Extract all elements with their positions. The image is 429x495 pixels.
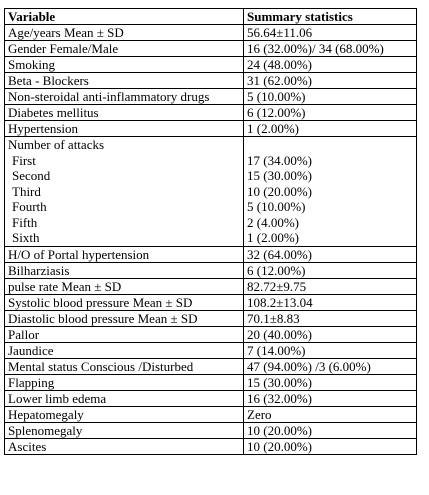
- value-cell: 7 (14.00%): [244, 342, 417, 358]
- header-summary-statistics: Summary statistics: [244, 9, 417, 25]
- value-cell: 32 (64.00%): [244, 246, 417, 262]
- attack-value: 1 (2.00%): [247, 230, 299, 245]
- value-cell: 70.1±8.83: [244, 310, 417, 326]
- value-cell: 56.64±11.06: [244, 25, 417, 41]
- variable-cell: Beta - Blockers: [5, 73, 244, 89]
- table-row: [5, 326, 417, 342]
- value-cell: 10 (20.00%): [244, 422, 417, 438]
- variable-cell: Systolic blood pressure Mean ± SD: [5, 294, 244, 310]
- value-cell: 10 (20.00%): [244, 438, 417, 454]
- variable-cell: Splenomegaly: [5, 422, 244, 438]
- attack-value: 10 (20.00%): [247, 183, 312, 199]
- attacks-value-cell: [244, 137, 417, 247]
- variable-cell: H/O of Portal hypertension: [5, 246, 244, 262]
- attacks-variable-cell: [5, 137, 244, 247]
- table-row: [5, 294, 417, 310]
- table-container: [4, 8, 417, 455]
- value-cell: Zero: [244, 406, 417, 422]
- table-row: [5, 390, 417, 406]
- variable-cell: Hypertension: [5, 121, 244, 137]
- attack-label: Second: [12, 168, 51, 183]
- value-cell: 15 (30.00%): [244, 374, 417, 390]
- attacks-row: [5, 137, 417, 247]
- variable-cell: Flapping: [5, 374, 244, 390]
- variable-cell: Age/years Mean ± SD: [5, 25, 244, 41]
- value-cell: 6 (12.00%): [244, 105, 417, 121]
- table-row: [5, 278, 417, 294]
- table-row: [5, 105, 417, 121]
- value-cell: 16 (32.00%): [244, 390, 417, 406]
- value-cell: 6 (12.00%): [244, 262, 417, 278]
- table-row: [5, 89, 417, 105]
- variable-cell: Mental status Conscious /Disturbed: [5, 358, 244, 374]
- variable-cell: Lower limb edema: [5, 390, 244, 406]
- attack-label: Sixth: [12, 230, 40, 245]
- variable-cell: Gender Female/Male: [5, 41, 244, 57]
- attacks-value-spacer: [247, 137, 413, 153]
- variable-cell: Diastolic blood pressure Mean ± SD: [5, 310, 244, 326]
- attack-value: 5 (10.00%): [247, 199, 306, 214]
- table-row: [5, 342, 417, 358]
- table-row: [5, 310, 417, 326]
- table-row: [5, 358, 417, 374]
- table-row: [5, 121, 417, 137]
- variable-cell: Diabetes mellitus: [5, 105, 244, 121]
- attack-label: Fifth: [12, 214, 38, 230]
- variable-cell: Jaundice: [5, 342, 244, 358]
- attack-value: 15 (30.00%): [247, 168, 312, 183]
- variable-cell: Bilharziasis: [5, 262, 244, 278]
- attack-value: 17 (34.00%): [247, 152, 312, 168]
- value-cell: 20 (40.00%): [244, 326, 417, 342]
- table-row: [5, 57, 417, 73]
- variable-cell: Pallor: [5, 326, 244, 342]
- attack-label: Third: [12, 183, 41, 199]
- value-cell: 108.2±13.04: [244, 294, 417, 310]
- value-cell: 1 (2.00%): [244, 121, 417, 137]
- attack-label: First: [12, 152, 36, 168]
- value-cell: 31 (62.00%): [244, 73, 417, 89]
- table-row: [5, 422, 417, 438]
- variable-cell: pulse rate Mean ± SD: [5, 278, 244, 294]
- value-cell: 82.72±9.75: [244, 278, 417, 294]
- table-row: [5, 73, 417, 89]
- summary-statistics-table: [4, 8, 417, 455]
- variable-cell: Ascites: [5, 438, 244, 454]
- variable-cell: Hepatomegaly: [5, 406, 244, 422]
- table-row: [5, 25, 417, 41]
- header-variable: Variable: [5, 9, 244, 25]
- table-row: [5, 438, 417, 454]
- value-cell: 5 (10.00%): [244, 89, 417, 105]
- variable-cell: Non-steroidal anti-inflammatory drugs: [5, 89, 244, 105]
- variable-cell: Smoking: [5, 57, 244, 73]
- value-cell: 24 (48.00%): [244, 57, 417, 73]
- value-cell: 16 (32.00%)/ 34 (68.00%): [244, 41, 417, 57]
- table-row: [5, 262, 417, 278]
- header-row: [5, 9, 417, 25]
- attack-label: Fourth: [12, 199, 47, 214]
- value-cell: 47 (94.00%) /3 (6.00%): [244, 358, 417, 374]
- table-row: [5, 374, 417, 390]
- attacks-label: Number of attacks: [8, 137, 105, 152]
- table-row: [5, 41, 417, 57]
- attack-value: 2 (4.00%): [247, 214, 299, 230]
- table-row: [5, 246, 417, 262]
- table-row: [5, 406, 417, 422]
